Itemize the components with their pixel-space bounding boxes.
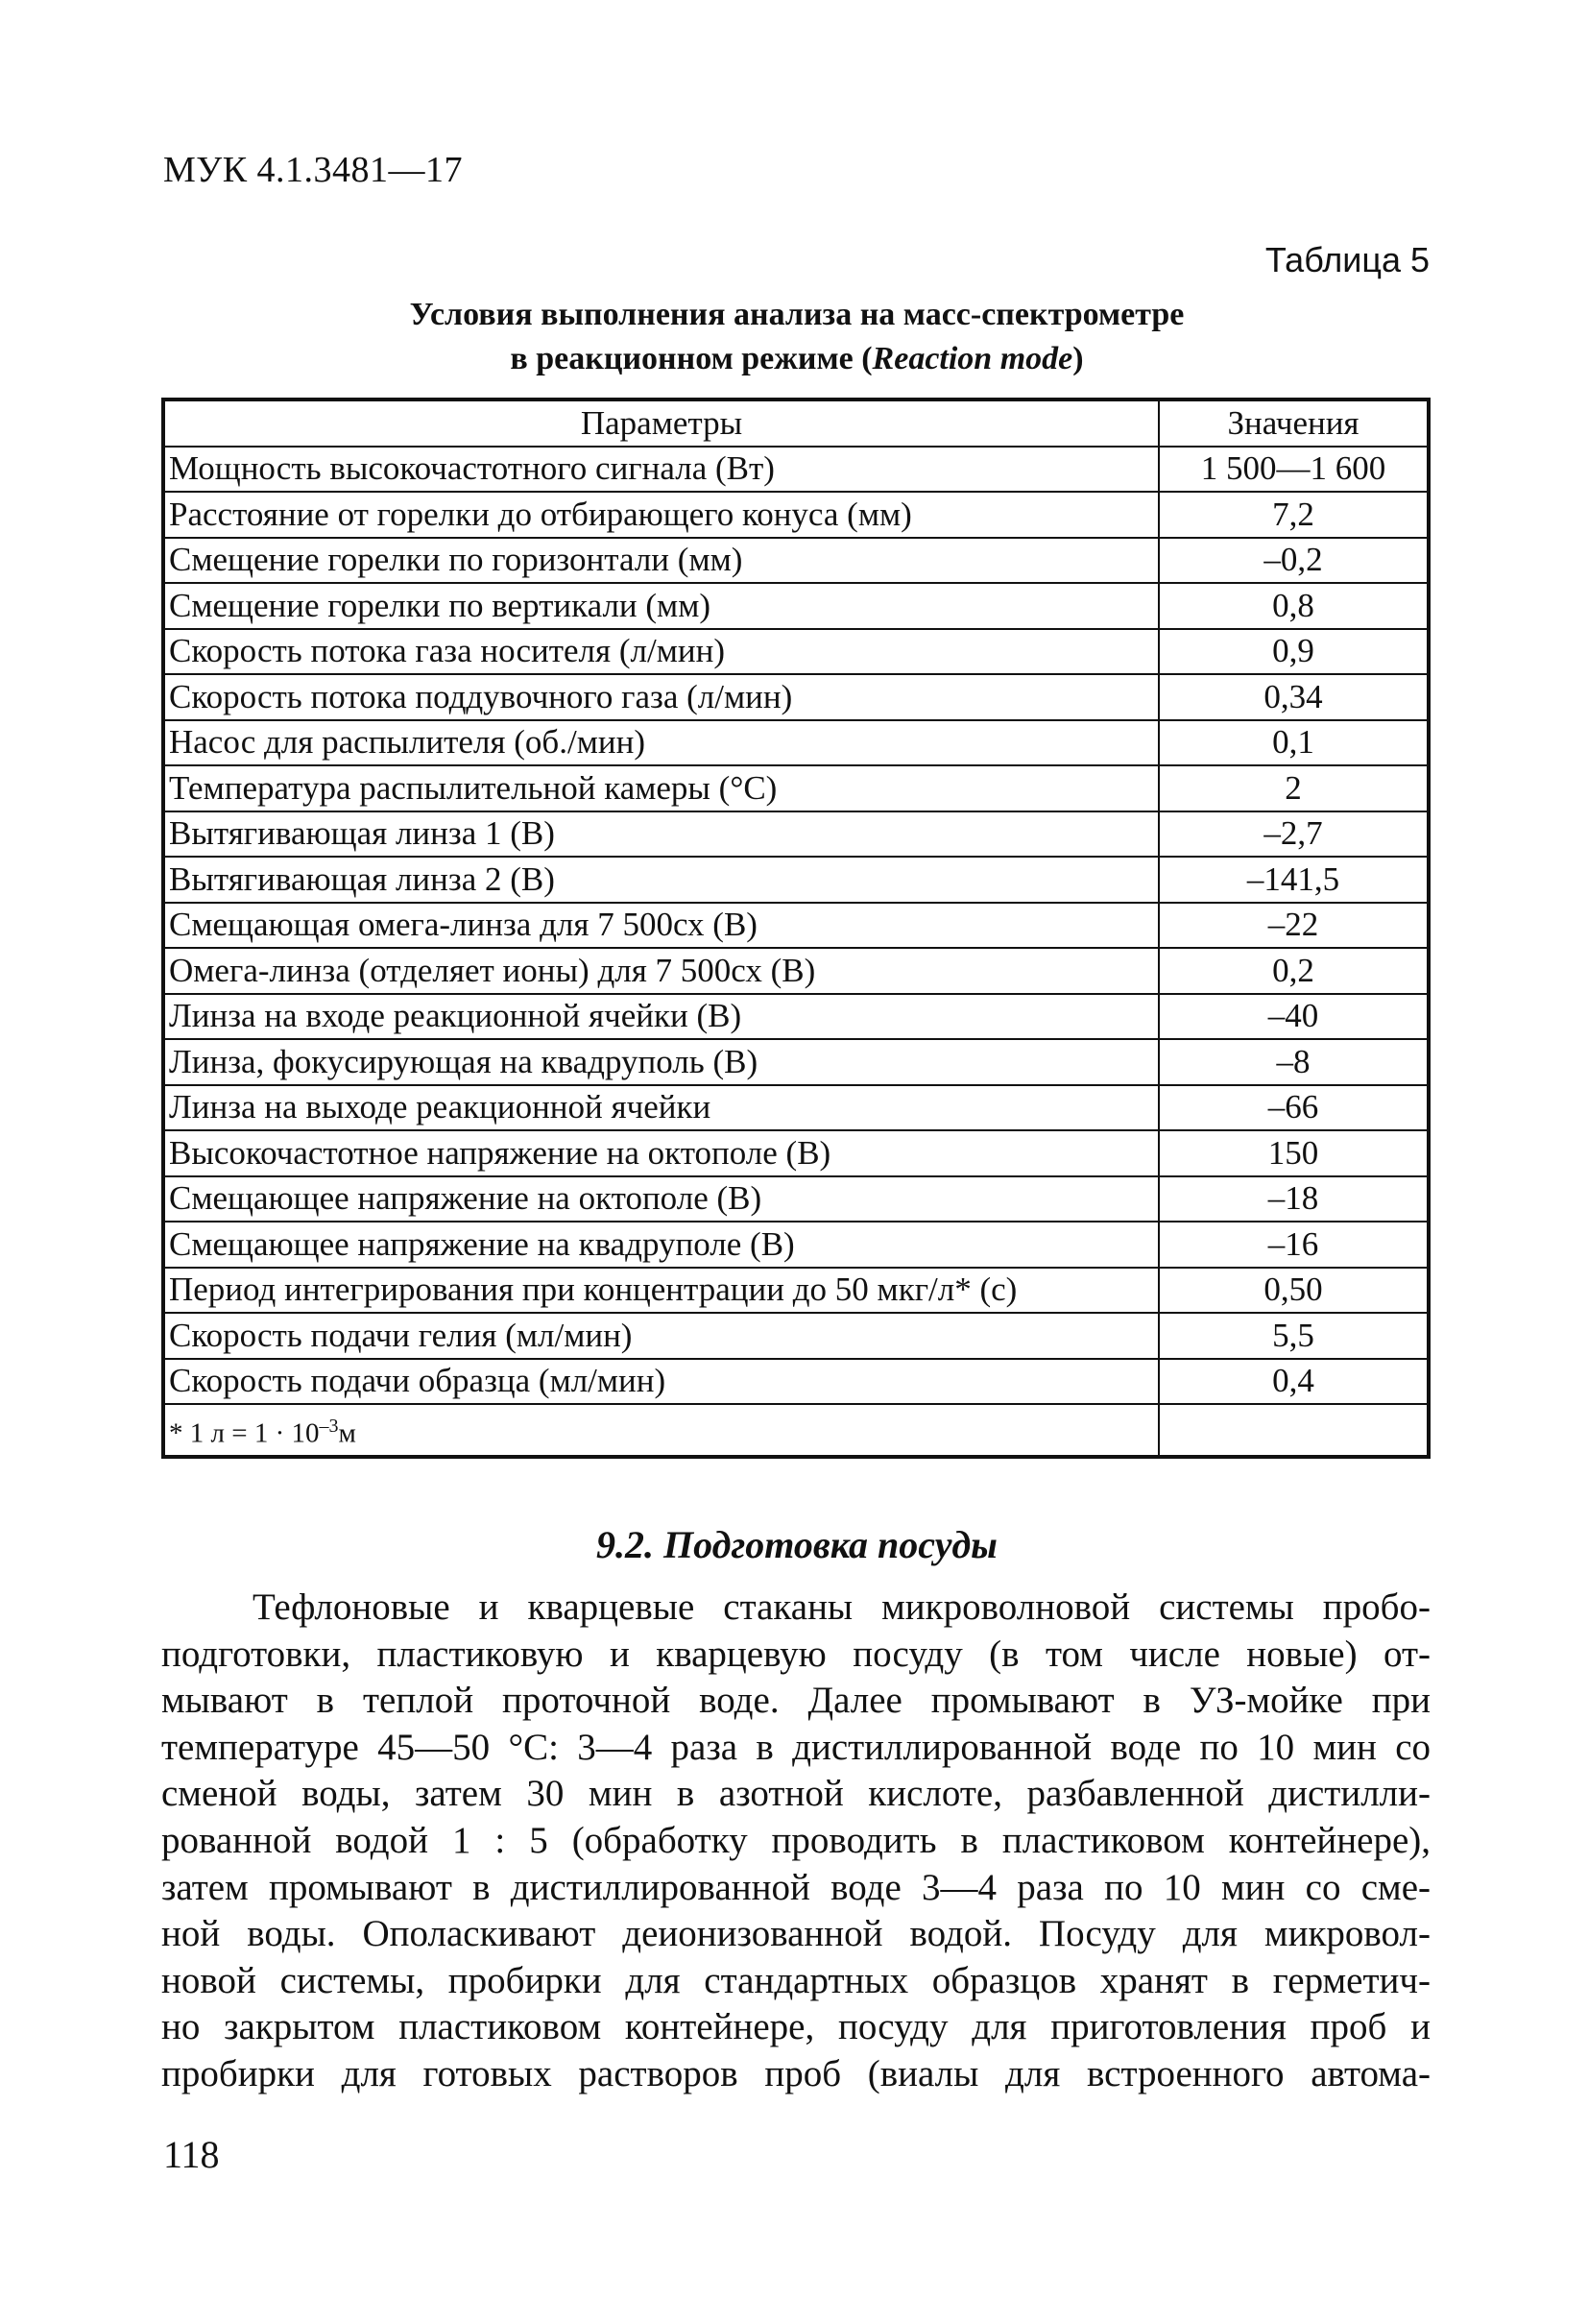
- body-line: подготовки, пластиковую и кварцевую посуду (в том числе новые) от-: [161, 1633, 1431, 1675]
- body-line: температуре 45—50 °С: 3—4 раза в дистиллированной воде по 10 мин со: [161, 1726, 1431, 1768]
- footnote: [163, 1404, 1159, 1457]
- param-value: 1 500—1 600: [1159, 447, 1429, 493]
- table-row: [163, 903, 1429, 949]
- table-row: [163, 857, 1429, 903]
- table-row: [163, 1359, 1429, 1405]
- table-row: [163, 583, 1429, 629]
- table-header-row: [163, 399, 1429, 447]
- param-value: –2,7: [1159, 811, 1429, 858]
- body-line: затем промывают в дистиллированной воде 3—4 раза по 10 мин со сме-: [161, 1866, 1431, 1908]
- table-row: [163, 674, 1429, 720]
- table-row: [163, 629, 1429, 675]
- param-name: Скорость подачи гелия (мл/мин): [163, 1313, 1159, 1359]
- param-name: Вытягивающая линза 1 (В): [163, 811, 1159, 858]
- body-line: сменой воды, затем 30 мин в азотной кислоте, разбавленной дистилли-: [161, 1773, 1431, 1815]
- param-name: Скорость потока поддувочного газа (л/мин): [163, 674, 1159, 720]
- table-title-line-2: [163, 337, 1431, 381]
- param-value: 0,9: [1159, 629, 1429, 675]
- param-name: Мощность высокочастотного сигнала (Вт): [163, 447, 1159, 493]
- param-name: Скорость потока газа носителя (л/мин): [163, 629, 1159, 675]
- body-line: Тефлоновые и кварцевые стаканы микроволновой системы пробо-: [253, 1586, 1431, 1628]
- body-line: рованной водой 1 : 5 (обработку проводить в пластиковом контейнере),: [161, 1819, 1431, 1861]
- param-name: Период интегрирования при концентрации до 50 мкг/л* (с): [163, 1268, 1159, 1314]
- param-value: –8: [1159, 1039, 1429, 1085]
- param-name: Насос для распылителя (об./мин): [163, 720, 1159, 766]
- table-row: [163, 765, 1429, 811]
- table-title-mode: Reaction mode: [872, 341, 1073, 376]
- param-value: 0,50: [1159, 1268, 1429, 1314]
- param-value: –22: [1159, 903, 1429, 949]
- table-row: [163, 492, 1429, 538]
- table-row: [163, 1176, 1429, 1223]
- header-parameters: Параметры: [163, 399, 1159, 447]
- table-title-suffix: ): [1072, 341, 1084, 376]
- table-row: [163, 538, 1429, 584]
- document-code: МУК 4.1.3481—17: [163, 150, 464, 190]
- body-line: новой системы, пробирки для стандартных образцов хранят в герметич-: [161, 1959, 1431, 2001]
- section-heading: 9.2. Подготовка посуды: [596, 1523, 998, 1566]
- table-row: [163, 1222, 1429, 1268]
- param-value: 5,5: [1159, 1313, 1429, 1359]
- param-name: Линза, фокусирующая на квадруполь (В): [163, 1039, 1159, 1085]
- param-name: Линза на входе реакционной ячейки (В): [163, 994, 1159, 1040]
- param-name: Смещающее напряжение на октополе (В): [163, 1176, 1159, 1223]
- table-title-line-1: Условия выполнения анализа на масс-спектрометре: [409, 297, 1185, 332]
- footnote-suffix: м: [338, 1417, 356, 1449]
- body-line: пробирки для готовых растворов проб (виалы для встроенного автома-: [161, 2052, 1431, 2094]
- table-row: [163, 994, 1429, 1040]
- param-name: Температура распылительной камеры (°С): [163, 765, 1159, 811]
- param-value: 0,8: [1159, 583, 1429, 629]
- table-row: [163, 1130, 1429, 1176]
- table-number-label: Таблица 5: [1264, 240, 1430, 279]
- table-row: [163, 1085, 1429, 1131]
- table-row: [163, 1039, 1429, 1085]
- param-value: 0,1: [1159, 720, 1429, 766]
- footnote-prefix: * 1 л = 1 · 10: [169, 1417, 320, 1449]
- table-title-prefix: в реакционном режиме (: [510, 341, 873, 376]
- param-name: Линза на выходе реакционной ячейки: [163, 1085, 1159, 1131]
- footnote-exponent: –3: [319, 1416, 339, 1437]
- page-number: 118: [163, 2133, 220, 2176]
- footnote-empty-cell: [1159, 1404, 1429, 1457]
- param-name: Скорость подачи образца (мл/мин): [163, 1359, 1159, 1405]
- section-body: [161, 1585, 1431, 2098]
- param-value: –0,2: [1159, 538, 1429, 584]
- table-title: [163, 293, 1431, 381]
- param-name: Высокочастотное напряжение на октополе (В): [163, 1130, 1159, 1176]
- param-value: 0,2: [1159, 948, 1429, 994]
- table-row: [163, 811, 1429, 858]
- body-line: мывают в теплой проточной воде. Далее промывают в УЗ-мойке при: [161, 1680, 1431, 1722]
- table-row: [163, 1313, 1429, 1359]
- param-value: –18: [1159, 1176, 1429, 1223]
- param-value: 2: [1159, 765, 1429, 811]
- parameters-table: [161, 398, 1431, 1459]
- param-value: –141,5: [1159, 857, 1429, 903]
- param-value: –66: [1159, 1085, 1429, 1131]
- param-name: Смещающая омега-линза для 7 500сх (В): [163, 903, 1159, 949]
- param-name: Смещающее напряжение на квадруполе (В): [163, 1222, 1159, 1268]
- table-row: [163, 720, 1429, 766]
- param-value: –16: [1159, 1222, 1429, 1268]
- param-name: Вытягивающая линза 2 (В): [163, 857, 1159, 903]
- param-name: Смещение горелки по вертикали (мм): [163, 583, 1159, 629]
- param-name: Смещение горелки по горизонтали (мм): [163, 538, 1159, 584]
- footnote-row: [163, 1404, 1429, 1457]
- param-value: 7,2: [1159, 492, 1429, 538]
- param-value: –40: [1159, 994, 1429, 1040]
- param-name: Омега-линза (отделяет ионы) для 7 500сх (В): [163, 948, 1159, 994]
- header-values: Значения: [1159, 399, 1429, 447]
- param-value: 150: [1159, 1130, 1429, 1176]
- table-row: [163, 447, 1429, 493]
- param-value: 0,4: [1159, 1359, 1429, 1405]
- body-line: ной воды. Ополаскивают деионизованной водой. Посуду для микровол-: [161, 1913, 1431, 1955]
- table-row: [163, 1268, 1429, 1314]
- table-row: [163, 948, 1429, 994]
- body-line: но закрытом пластиковом контейнере, посуду для приготовления проб и: [161, 2006, 1431, 2048]
- param-name: Расстояние от горелки до отбирающего конуса (мм): [163, 492, 1159, 538]
- param-value: 0,34: [1159, 674, 1429, 720]
